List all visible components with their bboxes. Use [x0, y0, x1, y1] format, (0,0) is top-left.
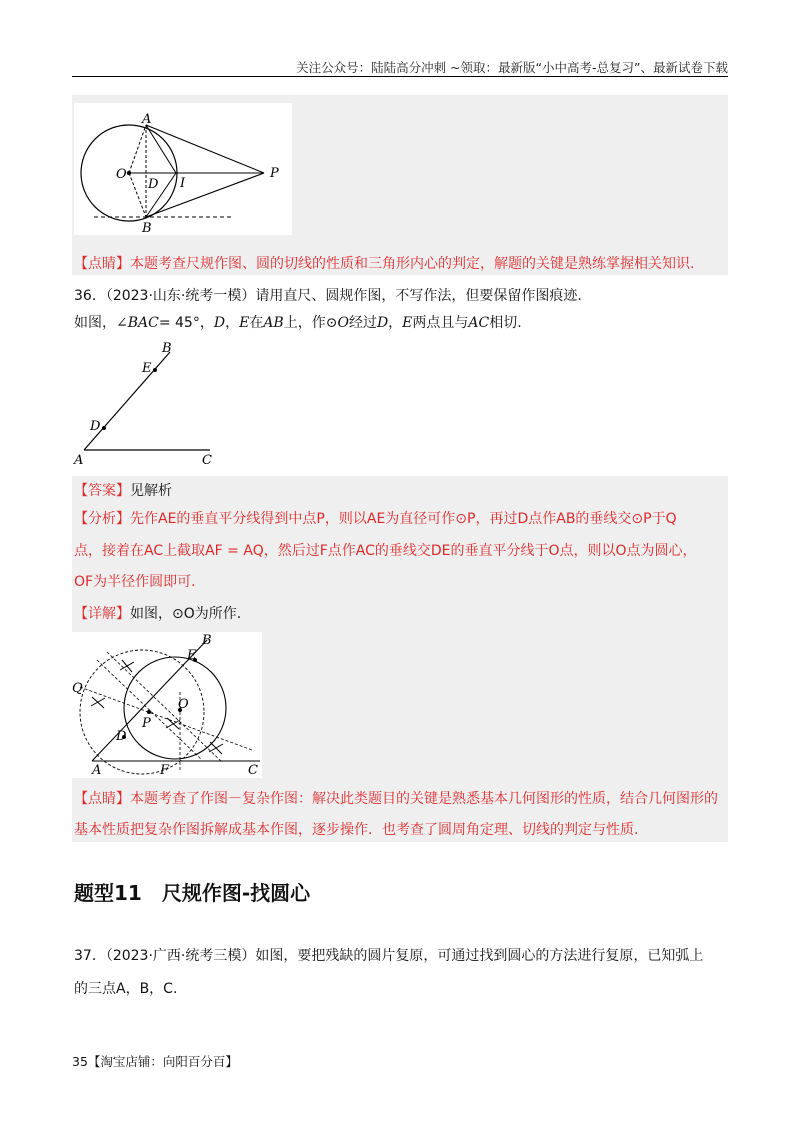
answer-line: 【答案】见解析: [74, 483, 172, 499]
label-O: O: [116, 167, 127, 182]
footer-shop: 【淘宝店铺：向阳百分百】: [87, 1054, 238, 1069]
label-P: P: [142, 716, 151, 731]
label-A: A: [92, 763, 102, 778]
label-D: D: [90, 419, 101, 434]
label-C: C: [248, 763, 258, 778]
question-36-line2: 如图，∠BAC= 45°，D，E在AB上，作⊙O经过D，E两点且与AC相切.: [74, 315, 522, 331]
label-F: F: [160, 763, 170, 778]
label-B: B: [142, 221, 152, 235]
label-E: E: [142, 361, 152, 376]
page-number: 35: [72, 1054, 88, 1069]
label-A: A: [142, 112, 152, 127]
figure-construction: [72, 632, 262, 778]
label-I: I: [180, 176, 186, 191]
question-37-line1: 37．（2023·广西·统考三模）如图，要把残缺的圆片复原，可通过找到圆心的方法进行复原，已知弧上: [74, 948, 704, 964]
page-footer: [72, 1052, 238, 1070]
page-header: 关注公众号：陆陆高分冲刺 ~领取：最新版“小中高考-总复习”、最新试卷下载: [72, 56, 728, 77]
dianjing-2-line2: 基本性质把复杂作图拆解成基本作图，逐步操作．也考查了圆周角定理、切线的判定与性质.: [74, 822, 639, 838]
label-O: O: [178, 697, 189, 712]
label-D: D: [148, 177, 159, 192]
analysis-line2: 点，接着在AC上截取AF = AQ，然后过F点作AC的垂线交DE的垂直平分线于O点，则以O点为圆心，: [74, 543, 697, 559]
section-title: 题型11 尺规作图-找圆心: [74, 881, 311, 905]
figure-circle-tangent: [74, 103, 292, 235]
label-D: D: [116, 729, 127, 744]
detail-line: 【详解】如图，⊙O为所作.: [74, 606, 242, 622]
label-A: A: [74, 453, 84, 468]
question-36-line1: 36．（2023·山东·统考一模）请用直尺、圆规作图，不写作法，但要保留作图痕迹.: [74, 288, 582, 304]
dianjing-2-line1: 【点睛】本题考查了作图－复杂作图：解决此类题目的关键是熟悉基本几何图形的性质，结合几何图形的: [74, 791, 718, 807]
label-E: E: [187, 648, 197, 663]
dianjing-1: 【点睛】本题考查尺规作图、圆的切线的性质和三角形内心的判定，解题的关键是熟练掌握相关知识.: [74, 256, 695, 272]
question-37-line2: 的三点A，B，C.: [74, 981, 178, 997]
analysis-line3: OF为半径作圆即可.: [74, 574, 196, 590]
label-B: B: [202, 633, 212, 648]
label-Q: Q: [72, 681, 83, 696]
label-P: P: [270, 166, 279, 181]
analysis-line1: 【分析】先作AE的垂直平分线得到中点P，则以AE为直径可作⊙P，再过D点作AB的垂线交⊙P于Q: [74, 511, 677, 527]
label-B: B: [162, 341, 172, 356]
label-C: C: [202, 453, 212, 468]
figure-angle-bac: [70, 340, 230, 468]
